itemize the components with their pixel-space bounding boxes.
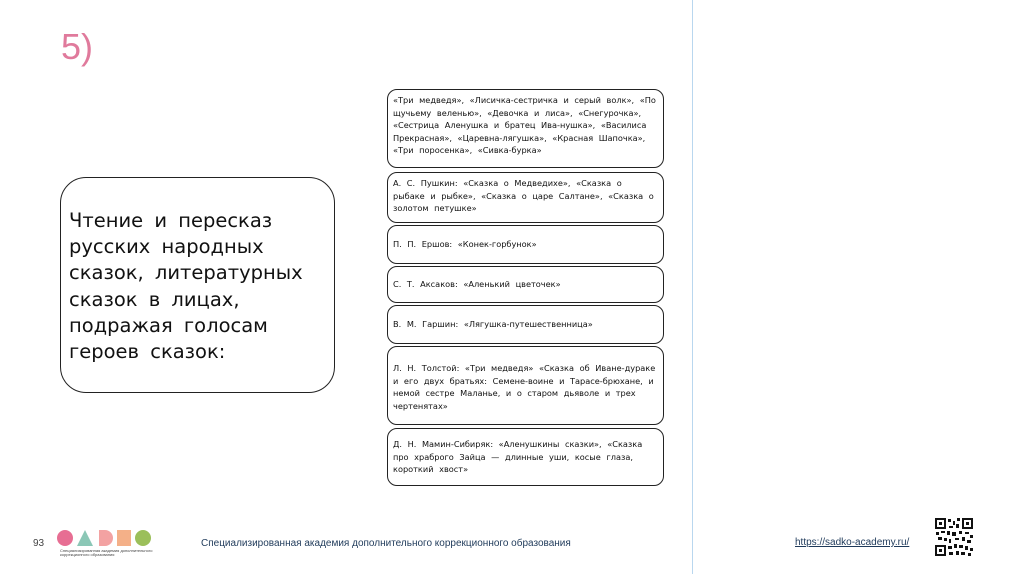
mamin-sibiryak-tales-box	[387, 428, 664, 486]
main-topic-line: подражая голосам	[69, 313, 268, 337]
main-topic-line: сказок, литературных	[69, 261, 303, 285]
tolstoy-tales-box	[387, 346, 664, 425]
ershov-tales-box	[387, 225, 664, 264]
main-topic-line: сказок в лицах,	[69, 287, 240, 311]
folk-tales-box	[387, 89, 664, 168]
item-text: «Три медведя», «Лисичка-сестричка и серый волк», «По щучьему веленью», «Девочка и лиса», «Снегурочка», «Сестрица Аленушка и братец Ива-нушка», «Василиса Прекрасная», «Царевна-лягушка», «Красная Шапочка», «Три поросенка», «Сивка-бурка»	[393, 95, 656, 155]
main-topic-line: Чтение и пересказ	[69, 209, 273, 232]
slide-number: 5)	[61, 26, 94, 67]
item-text: В. М. Гаршин: «Лягушка-путешественница»	[393, 319, 593, 330]
vertical-divider	[692, 0, 693, 574]
garshin-tales-box	[387, 305, 664, 344]
main-topic-line: русских народных	[69, 235, 264, 259]
logo-caption: Специализированная академия дополнительного коррекционного образования	[60, 548, 153, 558]
website-link[interactable]: https://sadko-academy.ru/	[795, 537, 910, 548]
main-topic-line: героев сказок:	[69, 340, 226, 364]
item-text: Д. Н. Мамин-Сибиряк: «Аленушкины сказки», «Сказка про храброго Зайца — длинные уши, косые глаза, короткий хвост»	[393, 439, 643, 474]
pushkin-tales-box	[387, 172, 664, 223]
page-number: 93	[33, 538, 45, 549]
qr-code	[934, 517, 974, 557]
item-text: С. Т. Аксаков: «Аленький цветочек»	[393, 279, 561, 290]
aksakov-tales-box	[387, 266, 664, 303]
footer-org-name: Специализированная академия дополнительного коррекционного образования	[201, 538, 571, 549]
item-text: А. С. Пушкин: «Сказка о Медведихе», «Сказка о рыбаке и рыбке», «Сказка о царе Салтане», «Сказка о золотом петушке»	[393, 178, 654, 213]
item-text: П. П. Ершов: «Конек-горбунок»	[393, 239, 537, 250]
main-topic-box	[60, 177, 335, 393]
item-text: Л. Н. Толстой: «Три медведя» «Сказка об Иване-дураке и его двух братьях: Семене-воине и Тарасе-брюхане, и немой сестре Маланье, и о старом дьяволе и трех чертенятах»	[393, 363, 656, 411]
